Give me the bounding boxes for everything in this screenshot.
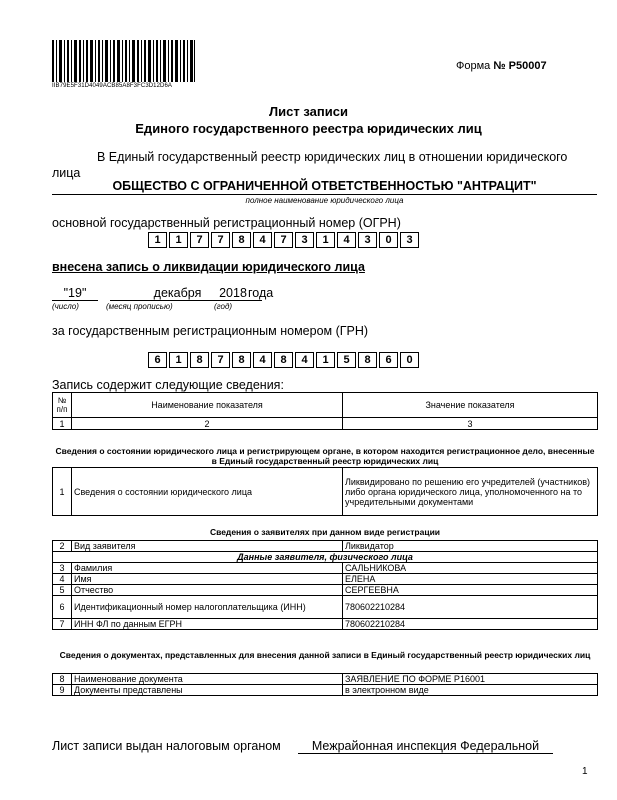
form-label [456, 60, 547, 72]
table-row [53, 468, 598, 516]
grn-digit: 8 [190, 352, 209, 368]
table-row [53, 574, 598, 585]
grn-label: за государственным регистрационным номером (ГРН) [52, 324, 369, 338]
document-subtitle: Единого государственного реестра юридических лиц [135, 121, 482, 136]
section-2-title: Сведения о заявителях при данном виде регистрации [209, 527, 441, 537]
grn-digit: 4 [295, 352, 314, 368]
ogrn-digit: 7 [211, 232, 230, 248]
ogrn-digit: 1 [169, 232, 188, 248]
content-label: Запись содержит следующие сведения: [52, 378, 284, 392]
document-title: Лист записи [269, 104, 348, 119]
table-row [53, 585, 598, 596]
column-header-number: № п/п [53, 393, 72, 418]
row-name: Наименование документа [72, 674, 343, 685]
grn-digit: 8 [232, 352, 251, 368]
ogrn-digit: 0 [379, 232, 398, 248]
organization-caption: полное наименование юридического лица [245, 196, 404, 205]
applicant-subheading: Данные заявителя, физического лица [53, 552, 598, 563]
grn-digit: 6 [379, 352, 398, 368]
footer-label: Лист записи выдан налоговым органом [52, 739, 281, 753]
organization-underline [52, 194, 597, 195]
table-row [53, 563, 598, 574]
row-number: 8 [53, 674, 72, 685]
intro-line-1: В Единый государственный реестр юридических лиц в отношении юридического [97, 150, 568, 164]
row-number: 7 [53, 619, 72, 630]
table-row [53, 674, 598, 685]
ogrn-digit: 4 [253, 232, 272, 248]
row-number: 6 [53, 596, 72, 619]
form-prefix: Форма [456, 60, 491, 72]
table-row [53, 685, 598, 696]
row-number: 3 [53, 563, 72, 574]
table-index-row [53, 418, 598, 430]
date-captions [52, 302, 352, 314]
section-3-table [52, 673, 598, 696]
grn-digit: 5 [337, 352, 356, 368]
table-row [53, 541, 598, 552]
ogrn-digit: 4 [337, 232, 356, 248]
grn-digit: 4 [253, 352, 272, 368]
column-header-value: Значение показателя [343, 393, 598, 418]
date-caption-month: (месяц прописью) [106, 302, 173, 311]
grn-digit: 7 [211, 352, 230, 368]
row-name: Идентификационный номер налогоплательщика (ИНН) [72, 596, 343, 619]
row-name: ИНН ФЛ по данным ЕГРН [72, 619, 343, 630]
grn-digit: 1 [169, 352, 188, 368]
row-number: 1 [53, 468, 72, 516]
row-value: Ликвидировано по решению его учредителей (участников) либо органа юридического лица, уполномоченного на то учредительными документами [343, 468, 598, 516]
header-table [52, 392, 598, 430]
grn-digit: 8 [274, 352, 293, 368]
row-value: ЕЛЕНА [343, 574, 598, 585]
ogrn-digits [148, 232, 421, 248]
section-1-title: Сведения о состоянии юридического лица и регистрирующем органе, в котором находится регистрационное дело, внесенные в Единый государственный реестр юридических лиц [55, 446, 595, 466]
date-month: декабря [110, 286, 245, 301]
row-name: Имя [72, 574, 343, 585]
ogrn-digit: 1 [148, 232, 167, 248]
barcode-image [52, 40, 195, 82]
column-header-name: Наименование показателя [72, 393, 343, 418]
record-action: внесена запись о ликвидации юридического лица [52, 260, 365, 274]
row-name: Документы представлены [72, 685, 343, 696]
section-1-table [52, 467, 598, 516]
row-value: 780602210284 [343, 619, 598, 630]
section-3-title: Сведения о документах, представленных для внесения данной записи в Единый государственный реестр юридических лиц [59, 650, 591, 660]
section-2-table [52, 540, 598, 630]
column-index: 3 [343, 418, 598, 430]
ogrn-digit: 3 [358, 232, 377, 248]
row-name: Отчество [72, 585, 343, 596]
barcode-text: IIB79E5F31D4049ACB85A8F3FC3D12D6A [52, 83, 173, 89]
grn-digit: 8 [358, 352, 377, 368]
page-number: 1 [582, 766, 588, 777]
row-value: СЕРГЕЕВНА [343, 585, 598, 596]
row-value: в электронном виде [343, 685, 598, 696]
column-index: 1 [53, 418, 72, 430]
form-number: № Р50007 [493, 60, 547, 72]
ogrn-label: основной государственный регистрационный номер (ОГРН) [52, 216, 401, 230]
table-row [53, 619, 598, 630]
ogrn-digit: 7 [274, 232, 293, 248]
grn-digit: 1 [316, 352, 335, 368]
date-year: 2018 [204, 286, 262, 301]
grn-digit: 0 [400, 352, 419, 368]
row-name: Фамилия [72, 563, 343, 574]
table-row [53, 596, 598, 619]
table-header-row [53, 393, 598, 418]
date-caption-day: (число) [52, 302, 79, 311]
subheading-row [53, 552, 598, 563]
row-number: 5 [53, 585, 72, 596]
ogrn-digit: 3 [400, 232, 419, 248]
row-value: ЗАЯВЛЕНИЕ ПО ФОРМЕ Р16001 [343, 674, 598, 685]
ogrn-digit: 8 [232, 232, 251, 248]
row-number: 4 [53, 574, 72, 585]
ogrn-digit: 1 [316, 232, 335, 248]
row-number: 9 [53, 685, 72, 696]
date-day: "19" [52, 286, 98, 301]
ogrn-digit: 7 [190, 232, 209, 248]
organization-name: ОБЩЕСТВО С ОГРАНИЧЕННОЙ ОТВЕТСТВЕННОСТЬЮ "АНТРАЦИТ" [112, 179, 537, 193]
row-value: 780602210284 [343, 596, 598, 619]
issuing-authority: Межрайонная инспекция Федеральной [298, 739, 553, 754]
row-name: Сведения о состоянии юридического лица [72, 468, 343, 516]
row-value: Ликвидатор [343, 541, 598, 552]
date-caption-year: (год) [214, 302, 233, 311]
date-year-suffix: года [248, 286, 274, 300]
grn-digits [148, 352, 421, 368]
row-value: САЛЬНИКОВА [343, 563, 598, 574]
column-index: 2 [72, 418, 343, 430]
intro-line-2: лица [52, 166, 81, 180]
ogrn-digit: 3 [295, 232, 314, 248]
row-name: Вид заявителя [72, 541, 343, 552]
grn-digit: 6 [148, 352, 167, 368]
row-number: 2 [53, 541, 72, 552]
